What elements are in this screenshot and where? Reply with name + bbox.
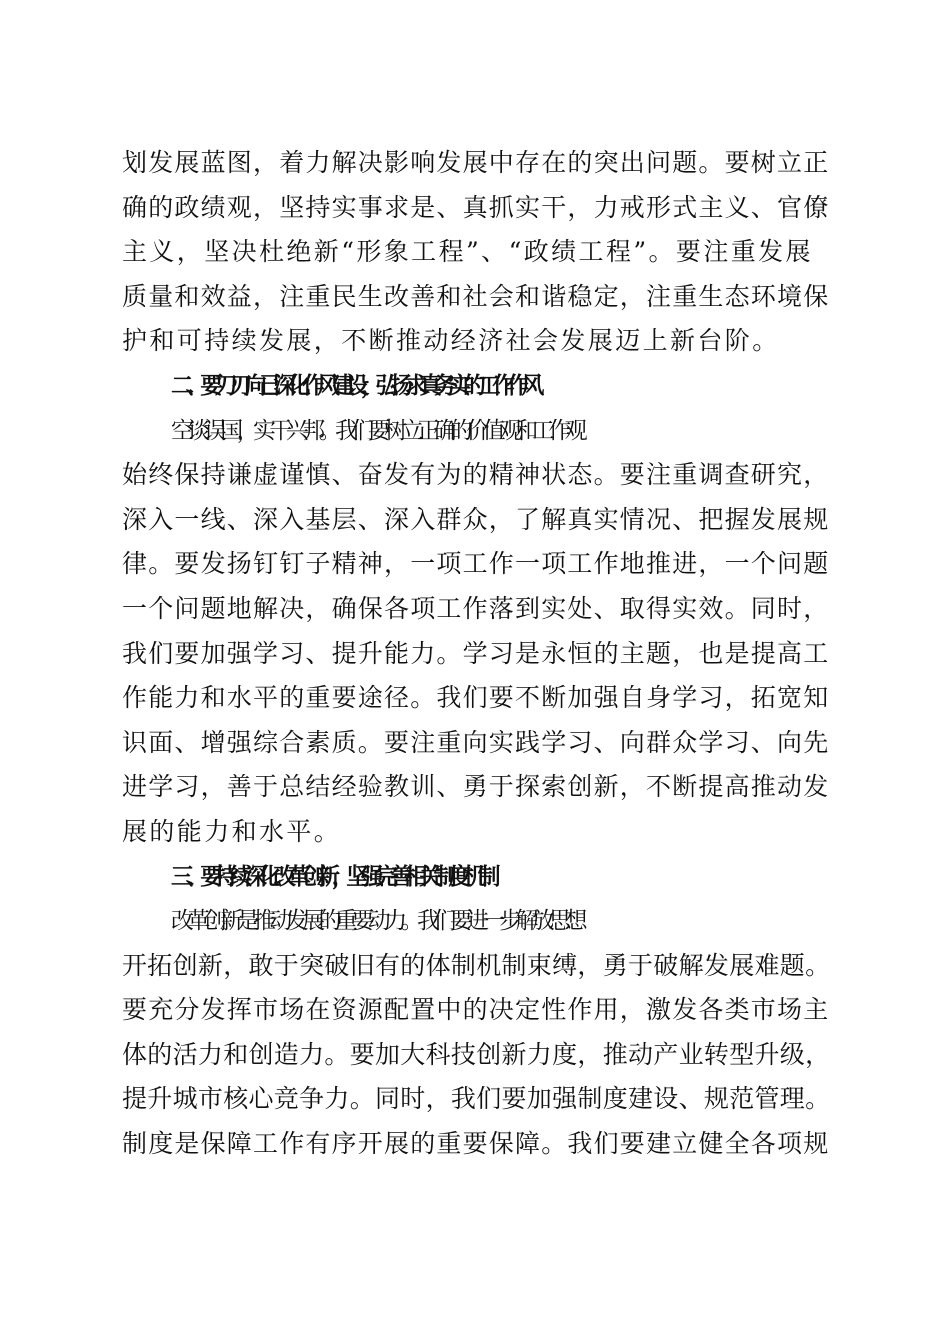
text-line: 提升城市核心竞争力。同时，我们要加强制度建设、规范管理。 <box>122 1084 831 1113</box>
section-heading-3: 三、要持续深化改革创新，坚强完善相关制度机制 <box>171 864 493 890</box>
text-line: 进学习，善于总结经验教训、勇于探索创新，不断提高推动发 <box>122 772 830 801</box>
text-line: 主义，坚决杜绝新“形象工程”、“政绩工程”。要注重发展 <box>122 237 813 266</box>
text-line: 改革创新是推动发展的重要动力。我们要进一步解放思想 <box>171 908 582 934</box>
text-line: 要充分发挥市场在资源配置中的决定性作用，激发各类市场主 <box>122 995 830 1024</box>
text-line: 始终保持谦虚谨慎、奋发有为的精神状态。要注重调查研究， <box>122 460 830 489</box>
text-line: 开拓创新，敢于突破旧有的体制机制束缚，勇于破解发展难题。 <box>122 951 831 980</box>
text-line: 护和可持续发展，不断推动经济社会发展迈上新台阶。 <box>122 326 780 355</box>
text-line: 展的能力和水平。 <box>122 817 342 846</box>
text-line: 体的活力和创造力。要加大科技创新力度，推动产业转型升级， <box>122 1040 831 1069</box>
text-line: 划发展蓝图，着力解决影响发展中存在的突出问题。要树立正 <box>122 148 830 177</box>
text-line: 确的政绩观，坚持实事求是、真抓实干，力戒形式主义、官僚 <box>122 193 830 222</box>
text-line: 我们要加强学习、提升能力。学习是永恒的主题，也是提高工 <box>122 639 830 668</box>
text-line: 作能力和水平的重要途径。我们要不断加强自身学习，拓宽知 <box>122 683 830 712</box>
text-line: 律。要发扬钉钉子精神，一项工作一项工作地推进，一个问题 <box>122 549 830 578</box>
text-line: 深入一线、深入基层、深入群众，了解真实情况、把握发展规 <box>122 505 830 534</box>
section-heading-2: 二、要刀刃向己深化作风建设，弘扬求真务实的工作作风 <box>171 373 537 399</box>
text-line: 一个问题地解决，确保各项工作落到实处、取得实效。同时， <box>122 594 830 623</box>
text-line: 识面、增强综合素质。要注重向实践学习、向群众学习、向先 <box>122 728 830 757</box>
text-line: 制度是保障工作有序开展的重要保障。我们要建立健全各项规 <box>122 1129 830 1158</box>
text-line: 空谈误国，实干兴邦。我们要树立正确的价值观和工作观 <box>171 418 582 444</box>
text-line: 质量和效益，注重民生改善和社会和谐稳定，注重生态环境保 <box>122 282 830 311</box>
